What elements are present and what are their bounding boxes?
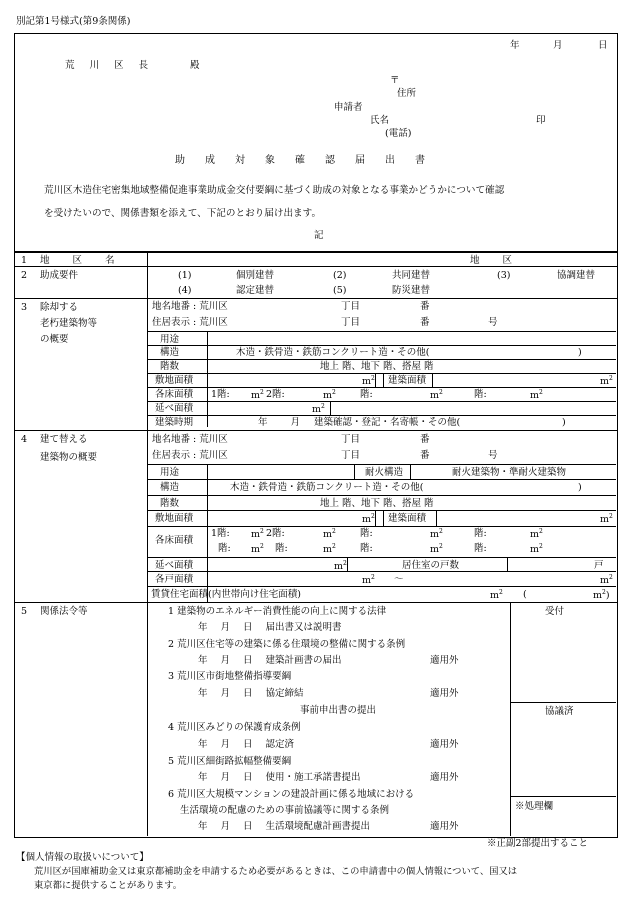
law3: 3 荒川区市街地整備指導要綱 (168, 671, 292, 682)
field-label-divider-4 (207, 464, 208, 602)
floor-n: 階: (474, 543, 487, 554)
law3-sub: 年 月 日 協定締結 (198, 688, 304, 699)
copies-note: ※正副2部提出すること (487, 838, 589, 849)
law2-sub: 年 月 日 建築計画書の届出 (198, 655, 342, 666)
divider (330, 401, 331, 415)
youto-label: 用途 (160, 467, 180, 478)
divider (507, 557, 508, 571)
privacy-line2: 東京都に提供することがあります。 (34, 880, 183, 891)
row-line (14, 298, 617, 299)
m2-unit: $m^2$ (362, 574, 375, 587)
row3-label1: 除却する (40, 302, 79, 313)
privacy-title: 【個人情報の取扱いについて】 (16, 852, 149, 863)
address-label: 住所 (397, 88, 417, 99)
law6: 6 荒川区大規模マンションの建設計画に係る地域における (168, 789, 415, 800)
kyojuu-label: 居住室の戸数 (402, 560, 460, 571)
go: 号 (488, 450, 498, 461)
row3-chiban: 地名地番 : 荒川区 (152, 301, 228, 312)
kakuko-label: 各戸面積 (155, 574, 194, 585)
row3-jukyo: 住居表示 : 荒川区 (152, 317, 228, 328)
tekiyougai: 適用外 (430, 739, 459, 750)
m2-unit: $m^2$ (530, 389, 543, 402)
divider (383, 510, 384, 526)
row-line (147, 359, 616, 360)
chome: 丁目 (341, 301, 361, 312)
row-line (510, 702, 616, 703)
row-line (14, 266, 617, 267)
shori-label: ※処理欄 (515, 801, 554, 812)
floor-n: 階: (360, 528, 373, 539)
row2-num: 2 (21, 270, 28, 281)
addressee: 荒 川 区 長 (65, 60, 155, 71)
m2-unit: $m^2$ (490, 589, 503, 602)
row1-label: 地 区 名 (40, 255, 125, 266)
m2-unit-paren: $m^2$) (593, 589, 610, 602)
row4-label2: 建築物の概要 (40, 452, 98, 463)
m2-unit: $m^2$ (430, 543, 443, 556)
m2-unit: $m^2$ (530, 543, 543, 556)
row5-num: 5 (21, 606, 28, 617)
seal-label: 印 (536, 115, 546, 126)
ko-unit: 戸 (594, 560, 604, 571)
law6-sub: 年 月 日 生活環境配慮計画書提出 (198, 821, 371, 832)
row4-label1: 建て替える (40, 434, 88, 445)
row-line (147, 586, 616, 587)
divider (510, 602, 511, 836)
row-line (147, 557, 616, 558)
opt3-num: (3) (497, 270, 511, 281)
m2-unit: $m^2$ (362, 375, 375, 388)
row-line (147, 526, 616, 527)
m2-unit: $m^2$ (334, 560, 347, 573)
opt3-label: 協調建替 (557, 270, 596, 281)
honorific: 殿 (190, 60, 200, 71)
tekiyougai: 適用外 (430, 772, 459, 783)
tekiyougai: 適用外 (430, 688, 459, 699)
jiki-label: 建築時期 (155, 417, 194, 428)
law4-sub: 年 月 日 認定済 (198, 739, 295, 750)
divider (436, 510, 437, 526)
law6b: 生活環境の配慮のための事前協議等に関する条例 (180, 805, 390, 816)
row-line (147, 401, 616, 402)
m2-unit: $m^2$ (600, 574, 613, 587)
floor-n: 階: (474, 528, 487, 539)
jiki-value: 建築確認・登記・名寄帳・その他( (314, 417, 461, 428)
kakuyuka-label: 各床面積 (155, 389, 194, 400)
row-line (147, 345, 616, 346)
chome: 丁目 (341, 434, 361, 445)
table-frame (14, 251, 618, 838)
nobe-label: 延べ面積 (155, 403, 194, 414)
row-line (147, 373, 616, 374)
law3-sub2: 事前申出書の提出 (300, 705, 377, 716)
divider (347, 557, 348, 571)
row4-num: 4 (21, 434, 28, 445)
opt5-num: (5) (333, 285, 347, 296)
row3-label3: の概要 (40, 334, 69, 345)
row5-label: 関係法令等 (40, 606, 88, 617)
date-day: 日 (598, 40, 608, 51)
row1-num: 1 (21, 255, 28, 266)
chintai-label: 賃貸住宅面積(内世帯向け住宅面積) (151, 589, 301, 600)
kakuyuka-label: 各床面積 (155, 535, 194, 546)
opt1-num: (1) (178, 270, 192, 281)
row-line (147, 387, 616, 388)
row-line (147, 464, 616, 465)
form-label: 別記第1号様式(第9条関係) (16, 16, 131, 27)
ban: 番 (420, 301, 430, 312)
kaisuu-value: 地上 階、地下 階、搭屋 階 (320, 498, 434, 509)
row4-jukyo: 住居表示 : 荒川区 (152, 450, 228, 461)
m2-unit: $m^2$ (251, 528, 264, 541)
kaisuu-label: 階数 (160, 498, 180, 509)
row3-label2: 老朽建築物等 (40, 318, 98, 329)
paren-close: ) (562, 417, 566, 428)
row3-num: 3 (21, 302, 28, 313)
floor1: 1階: (211, 389, 230, 400)
m2-unit: $m^2$ (323, 389, 336, 402)
ban: 番 (420, 450, 430, 461)
floor2: 2階: (266, 389, 285, 400)
m2-unit: $m^2$ (600, 375, 613, 388)
kyougi-label: 協議済 (545, 706, 574, 717)
taika-options: 耐火建築物・準耐火建築物 (452, 467, 567, 478)
kouzou-label: 構造 (160, 347, 180, 358)
row-line (147, 510, 616, 511)
nobe-label: 延べ面積 (155, 560, 194, 571)
ban: 番 (420, 434, 430, 445)
opt1-label: 個別建替 (236, 270, 275, 281)
divider (410, 464, 411, 479)
tekiyougai: 適用外 (430, 655, 459, 666)
law2: 2 荒川区住宅等の建築に係る住環境の整備に関する条例 (168, 639, 406, 650)
date-year: 年 (510, 40, 520, 51)
floor-n: 階: (360, 543, 373, 554)
law1-sub: 年 月 日 届出書又は説明書 (198, 622, 342, 633)
row-line (14, 602, 617, 603)
uketsuke-label: 受付 (545, 606, 565, 617)
privacy-line1: 荒川区が国庫補助金又は東京都補助金を申請するため必要があるときは、この申請書中の個人情報について、国又は (34, 866, 518, 877)
row-line (147, 331, 616, 332)
m2-unit: $m^2$ (251, 543, 264, 556)
shikichi-label: 敷地面積 (155, 375, 194, 386)
opt2-num: (2) (333, 270, 347, 281)
kaisuu-value: 地上 階、地下 階、搭屋 階 (320, 361, 434, 372)
kouzou-value: 木造・鉄骨造・鉄筋コンクリート造・その他( (230, 482, 424, 493)
m2-unit: $m^2$ (251, 389, 264, 402)
tilde: 〜 (394, 574, 404, 585)
m2-unit: $m^2$ (600, 513, 613, 526)
floor-n: 階: (474, 389, 487, 400)
row4-chiban: 地名地番 : 荒川区 (152, 434, 228, 445)
phone-label: (電話) (385, 128, 412, 139)
paren-open: ( (523, 589, 527, 600)
youto-label: 用途 (160, 334, 180, 345)
opt5-label: 防災建替 (392, 285, 431, 296)
paren-close: ) (578, 347, 582, 358)
floor-n: 階: (218, 543, 231, 554)
chome: 丁目 (341, 450, 361, 461)
document-title: 助成対象確認届出書 (175, 155, 445, 166)
row-line (147, 495, 616, 496)
divider (354, 464, 355, 479)
m2-unit: $m^2$ (323, 528, 336, 541)
divider (375, 373, 376, 387)
m2-unit: $m^2$ (362, 513, 375, 526)
opt4-num: (4) (178, 285, 192, 296)
ki-mark: 記 (314, 230, 324, 241)
go: 号 (488, 317, 498, 328)
row2-label: 助成要件 (40, 270, 79, 281)
kouzou-label: 構造 (160, 482, 180, 493)
law5-sub: 年 月 日 使用・施工承諾書提出 (198, 772, 361, 783)
row-line (147, 479, 616, 480)
intro-line1: 荒川区木造住宅密集地域整備促進事業助成金交付要綱に基づく助成の対象となる事業かどうかについて確認 (44, 185, 505, 196)
paren-close: ) (578, 482, 582, 493)
kaisuu-label: 階数 (160, 361, 180, 372)
m2-unit: $m^2$ (323, 543, 336, 556)
row1-value: 地 区 (470, 255, 523, 266)
law1: 1 建築物のエネルギー消費性能の向上に関する法律 (168, 606, 387, 617)
law5: 5 荒川区細街路拡幅整備要綱 (168, 756, 292, 767)
kenchiku-label: 建築面積 (388, 513, 427, 524)
divider (147, 602, 148, 836)
floor-n: 階: (275, 543, 288, 554)
row-line (147, 415, 616, 416)
m2-unit: $m^2$ (430, 389, 443, 402)
divider (383, 373, 384, 387)
m2-unit: $m^2$ (430, 528, 443, 541)
intro-line2: を受けたいので、関係書類を添えて、下記のとおり届け出ます。 (44, 208, 322, 219)
label-column-divider (147, 251, 148, 602)
floor1: 1階: (211, 528, 230, 539)
date-month: 月 (553, 40, 563, 51)
row-line (147, 571, 616, 572)
law4: 4 荒川区みどりの保護育成条例 (168, 722, 301, 733)
opt4-label: 認定建替 (236, 285, 275, 296)
row-line (14, 430, 617, 431)
jiki-ym: 年 月 (258, 417, 311, 428)
ban: 番 (420, 317, 430, 328)
floor2: 2階: (266, 528, 285, 539)
m2-unit: $m^2$ (312, 403, 325, 416)
row-line (510, 796, 616, 797)
divider (375, 510, 376, 526)
kenchiku-label: 建築面積 (388, 375, 427, 386)
tekiyougai: 適用外 (430, 821, 459, 832)
opt2-label: 共同建替 (392, 270, 431, 281)
postal-mark: 〒 (390, 75, 400, 86)
divider (432, 373, 433, 387)
shikichi-label: 敷地面積 (155, 513, 194, 524)
m2-unit: $m^2$ (530, 528, 543, 541)
floor-n: 階: (360, 389, 373, 400)
applicant-label: 申請者 (334, 102, 363, 113)
chome: 丁目 (341, 317, 361, 328)
name-label: 氏名 (370, 115, 390, 126)
kouzou-value: 木造・鉄骨造・鉄筋コンクリート造・その他( (236, 347, 430, 358)
taika-label: 耐火構造 (365, 467, 404, 478)
